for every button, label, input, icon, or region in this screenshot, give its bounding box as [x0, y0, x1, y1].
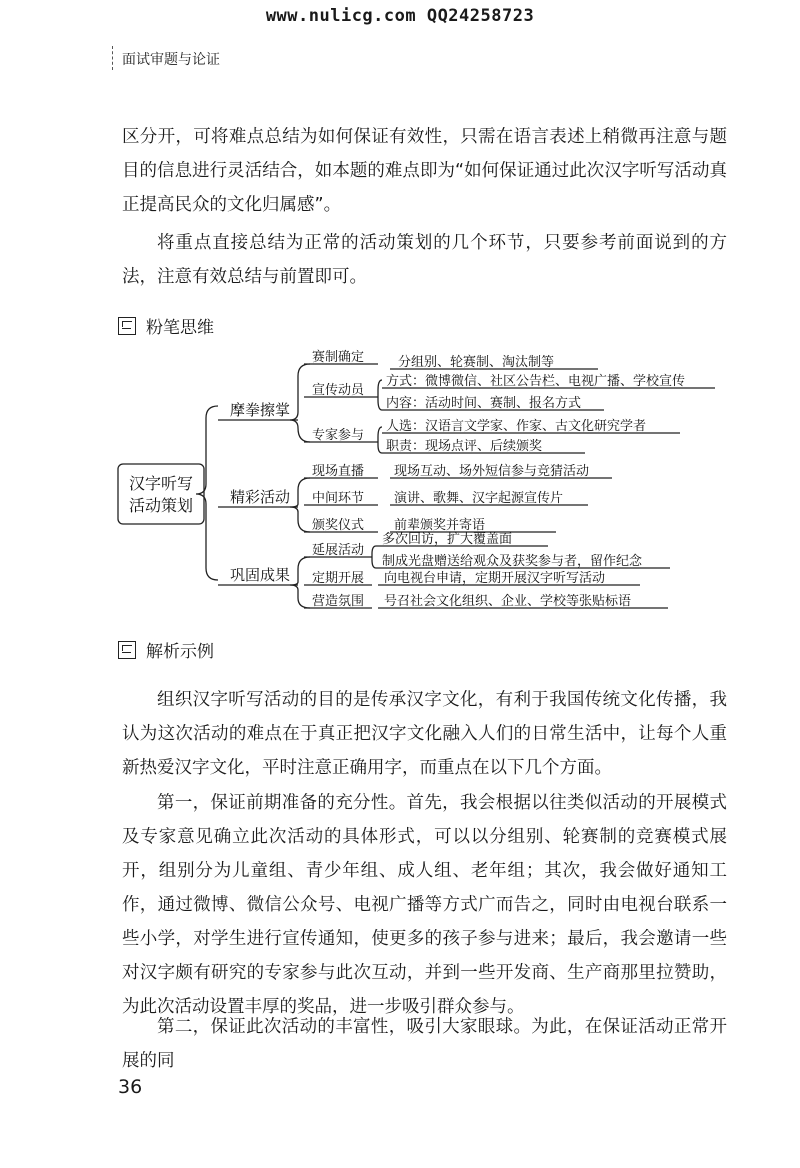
b3-c1-t2: 制成光盘赠送给观众及获奖参与者，留作纪念	[382, 554, 643, 569]
b1-c2-t2: 内容：活动时间、赛制、报名方式	[386, 396, 582, 411]
b1-c1-text: 分组别、轮赛制、淘汰制等	[398, 355, 555, 370]
branch-3-label: 巩固成果	[230, 566, 291, 584]
b2-c1-text: 现场互动、场外短信参与竞猜活动	[394, 464, 590, 479]
section-icon	[118, 641, 136, 659]
b1-c3-t1: 人选：汉语言文学家、作家、古文化研究学者	[386, 419, 647, 434]
paragraph-3: 组织汉字听写活动的目的是传承汉字文化，有利于我国传统文化传播，我认为这次活动的难点在于真正把汉字文化融入人们的日常生活中，让每个人重新热爱汉字文化，平时注意正确用字，而重点在以下几个方面。	[122, 690, 727, 778]
b2-c2: 中间环节	[312, 491, 365, 506]
b1-c3-t2: 职责：现场点评、后续颁奖	[386, 439, 543, 454]
mindmap-root-line2: 活动策划	[128, 496, 194, 515]
b3-c2-text: 向电视台申请，定期开展汉字听写活动	[384, 571, 606, 586]
paragraph-4: 第一，保证前期准备的充分性。首先，我会根据以往类似活动的开展模式及专家意见确立此次活动的具体形式，可以以分组别、轮赛制的竞赛模式展开，组别分为儿童组、青少年组、成人组、老年组；其次，我会做好通知工作，通过微博、微信公众号、电视广播等方式广而告之，同时由电视台联系一些小学，对学生进行宣传通知，使更多的孩子参与进来；最后，我会邀请一些对汉字颇有研究的专家参与此次互动，并到一些开发商、生产商那里拉赞助，为此次活动设置丰厚的奖品，进一步吸引群众参与。	[122, 793, 727, 1017]
section-heading-example	[118, 637, 214, 662]
b1-c3: 专家参与	[312, 428, 365, 443]
watermark: www.nulicg.com QQ24258723	[265, 6, 535, 26]
page-number: 36	[118, 1076, 143, 1098]
b3-c1: 延展活动	[312, 543, 365, 558]
section-title-mind: 粉笔思维	[146, 318, 214, 338]
b2-c2-text: 演讲、歌舞、汉字起源宣传片	[394, 491, 564, 506]
branch-2-label: 精彩活动	[230, 488, 291, 506]
branch-1-brace	[290, 364, 310, 442]
b2-c1: 现场直播	[312, 464, 365, 479]
b3-c3: 营造氛围	[312, 594, 365, 609]
b3-c3-text: 号召社会文化组织、企业、学校等张贴标语	[384, 594, 632, 609]
b3-c2: 定期开展	[312, 571, 365, 586]
paragraph-2: 将重点直接总结为正常的活动策划的几个环节，只要参考前面说到的方法，注意有效总结与前置即可。	[122, 233, 727, 287]
mindmap-root-brace	[196, 406, 218, 580]
b1-c2-t1: 方式：微博微信、社区公告栏、电视广播、学校宣传	[386, 374, 686, 389]
b2-c3: 颁奖仪式	[312, 518, 365, 533]
b3-c1-t1: 多次回访，扩大覆盖面	[382, 532, 513, 547]
paragraph-5: 第二，保证此次活动的丰富性，吸引大家眼球。为此，在保证活动正常开展的同	[122, 1017, 727, 1071]
branch-1-label: 摩拳擦掌	[230, 401, 291, 419]
b1-c2: 宣传动员	[312, 383, 365, 398]
b2-c3-text: 前辈颁奖并寄语	[394, 518, 486, 533]
section-title-example: 解析示例	[146, 642, 214, 662]
running-head: 面试审题与论证	[122, 52, 220, 68]
mindmap-root-line1: 汉字听写	[128, 474, 194, 493]
b1-c1: 赛制确定	[312, 350, 365, 365]
branch-3-brace	[290, 557, 310, 608]
mindmap-root-box	[118, 464, 204, 524]
paragraph-1: 区分开，可将难点总结为如何保证有效性，只需在语言表述上稍微再注意与题目的信息进行灵活结合，如本题的难点即为“如何保证通过此次汉字听写活动真正提高民众的文化归属感”。	[122, 127, 727, 215]
